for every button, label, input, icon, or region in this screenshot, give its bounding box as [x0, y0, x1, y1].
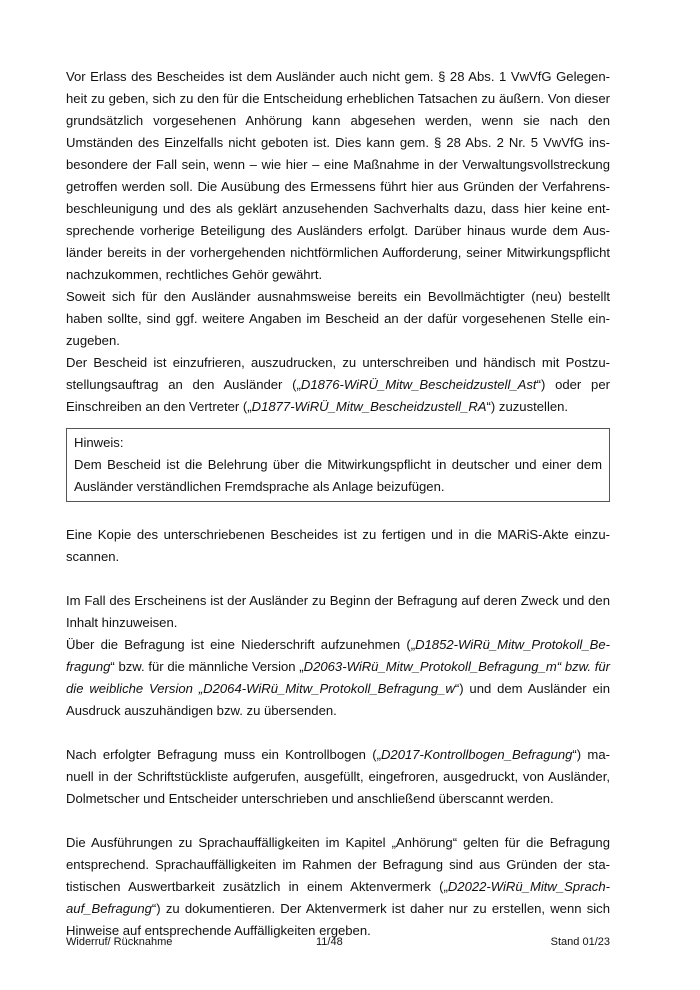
page-number: 11/48	[316, 936, 343, 948]
template-code: D1876-WiRÜ_Mitw_Bescheidzustell_Ast	[300, 377, 537, 392]
hint-box	[66, 428, 610, 502]
paragraph-language: Die Ausführungen zu Sprachauffälligkeiten im Kapitel „Anhörung“ gelten für die Befragung entsprechend. Sprachauffälligkeiten im Rahmen der Befragung sind aus Gründen der statistischen Auswertbarkeit zusätzlich in einem Aktenvermerk („D2022-WiRü_Mitw_Sprachauf_Befragung“) zu dokumentieren. Der Aktenvermerk ist daher nur zu erstellen, wenn sich Hinweise auf entsprechende Auffälligkeiten ergeben.	[66, 835, 610, 938]
hint-title: Hinweis:	[74, 435, 124, 450]
paragraph-appearance: Im Fall des Erscheinens ist der Ausländer zu Beginn der Befragung auf deren Zweck und den Inhalt hinzuweisen.	[66, 593, 610, 630]
hint-text: Dem Bescheid ist die Belehrung über die Mitwirkungspflicht in deutscher und einer dem Ausländer verständlichen Fremdsprache als Anlage beizufügen.	[74, 457, 602, 494]
paragraph-hearing: Vor Erlass des Bescheides ist dem Ausländer auch nicht gem. § 28 Abs. 1 VwVfG Gelegenheit zu geben, sich zu den für die Entscheidung erheblichen Tatsachen zu äußern. Von dieser grundsätzlich vorgesehenen Anhörung kann abgesehen werden, wenn sie nach den Umständen des Einzelfalls nicht geboten ist. Dies kann gem. § 28 Abs. 2 Nr. 5 VwVfG insbesondere der Fall sein, wenn – wie hier – eine Maßnahme in der Verwaltungsvollstreckung getroffen werden soll. Die Ausübung des Ermessens führt hier aus Gründen der Verfahrensbeschleunigung und des als geklärt anzusehenden Sachverhalts dazu, dass hier keine entsprechende vorherige Beteiligung des Ausländers erfolgt. Darüber hinaus wurde dem Ausländer bereits in der vorhergehenden nichtförmlichen Aufforderung, seiner Mitwirkungspflicht nachzukommen, rechtliches Gehör gewährt.	[66, 69, 610, 282]
paragraph-copy-scan: Eine Kopie des unterschriebenen Bescheides ist zu fertigen und in die MARiS-Akte einzuscannen.	[66, 527, 610, 564]
paragraph-control-sheet: Nach erfolgter Befragung muss ein Kontrollbogen („D2017-Kontrollbogen_Befragung“) manuell in der Schriftstückliste aufgerufen, ausgefüllt, eingefroren, ausgedruckt, von Ausländer, Dolmetscher und Entscheider unterschrieben und anschließend überscannt werden.	[66, 747, 610, 806]
template-code: D2063-WiRü_Mitw_Protokoll_Befragung_m“ bzw. für die weibliche Version „D2064-WiRü_Mitw_Protokoll_Befragung_w	[66, 659, 611, 696]
template-code: D1877-WiRÜ_Mitw_Bescheidzustell_RA	[251, 399, 487, 414]
page-footer	[66, 934, 610, 950]
template-code: D2017-Kontrollbogen_Befragung	[380, 747, 573, 762]
footer-section-title: Widerruf/ Rücknahme	[66, 936, 173, 948]
paragraph-protocol: Über die Befragung ist eine Niederschrift aufzunehmen („D1852-WiRü_Mitw_Protokoll_Befragung“ bzw. für die männliche Version „D2063-WiRü_Mitw_Protokoll_Befragung_m“ bzw. für die weibliche Version „D2064-WiRü_Mitw_Protokoll_Befragung_w“) und dem Ausländer ein Ausdruck auszuhändigen bzw. zu übersenden.	[66, 637, 611, 718]
template-code: D2022-WiRü_Mitw_Sprachauf_Befragung	[66, 879, 610, 916]
paragraph-delivery: Der Bescheid ist einzufrieren, auszudrucken, zu unterschreiben und händisch mit Postzustellungsauftrag an den Ausländer („D1876-WiRÜ_Mitw_Bescheidzustell_Ast“) oder per Einschreiben an den Vertreter („D1877-WiRÜ_Mitw_Bescheidzustell_RA“) zuzustellen.	[66, 355, 610, 414]
paragraph-representative: Soweit sich für den Ausländer ausnahmsweise bereits ein Bevollmächtigter (neu) bestellt haben sollte, sind ggf. weitere Angaben im Bescheid an der dafür vorgesehenen Stelle einzugeben.	[66, 289, 610, 348]
document-body	[66, 66, 610, 942]
template-code: D1852-WiRü_Mitw_Protokoll_Befragung	[66, 637, 610, 674]
footer-status: Stand 01/23	[550, 936, 610, 948]
